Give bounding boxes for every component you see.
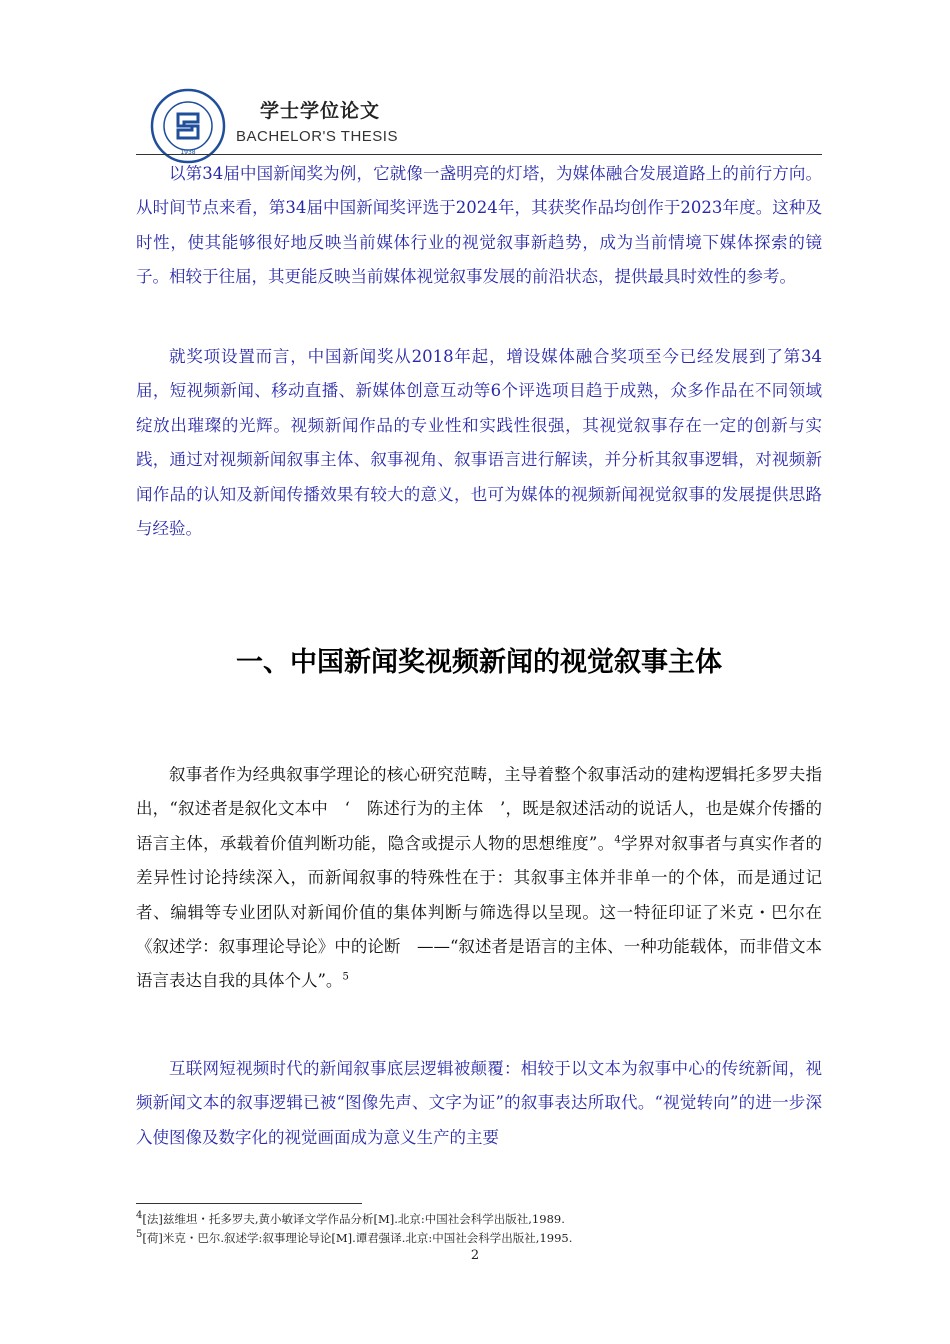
svg-text:1938: 1938 <box>180 149 196 156</box>
footnote-rule <box>136 1203 362 1204</box>
footnote-text: [法]兹维坦・托多罗夫,黄小敏译文学作品分析[M].北京:中国社会科学出版社,1989. <box>142 1212 565 1226</box>
footnotes <box>136 1210 822 1248</box>
paragraph-3 <box>136 758 822 999</box>
university-logo <box>150 88 226 164</box>
paragraph-1: 以第34届中国新闻奖为例，它就像一盏明亮的灯塔，为媒体融合发展道路上的前行方向。从时间节点来看，第34届中国新闻奖评选于2024年，其获奖作品均创作于2023年度。这种及时性，使其能够很好地反映当前媒体行业的视觉叙事新趋势，成为当前情境下媒体探索的镜子。相较于往届，其更能反映当前媒体视觉叙事发展的前沿状态，提供最具时效性的参考。 <box>136 164 822 287</box>
footnote-text: [荷]米克・巴尔.叙述学:叙事理论导论[M].谭君强译.北京:中国社会科学出版社,1995. <box>142 1231 573 1245</box>
footnote-number: 4 <box>136 1210 143 1222</box>
footnote-ref-4[interactable]: 4 <box>614 834 621 846</box>
footnote-4 <box>136 1210 822 1229</box>
thesis-header <box>136 78 822 156</box>
paragraph-3-part-2: 学界对叙事者与真实作者的差异性讨论持续深入，而新闻叙事的特殊性在于：其叙事主体并非单一的个体，而是通过记者、编辑等专业团队对新闻价值的集体判断与筛选得以呈现。这一特征印证了米克・巴尔在《叙述学：叙事理论导论》中的论断 ——“叙述者是语言的主体、一种功能载体，而非借文本语言表达自我的具体个人”。 <box>136 833 823 991</box>
thesis-title-cn: 学士学位论文 <box>260 100 381 122</box>
thesis-title-en: BACHELOR'S THESIS <box>236 128 398 145</box>
footnote-number: 5 <box>136 1229 143 1241</box>
university-seal-icon <box>150 88 226 164</box>
footnote-5 <box>136 1229 822 1248</box>
footnote-ref-5[interactable]: 5 <box>342 971 349 983</box>
paragraph-4: 互联网短视频时代的新闻叙事底层逻辑被颠覆：相较于以文本为叙事中心的传统新闻，视频新闻文本的叙事逻辑已被“图像先声、文字为证”的叙事表达所取代。“视觉转向”的进一步深入使图像及数字化的视觉画面成为意义生产的主要 <box>136 1059 822 1147</box>
paragraph-2: 就奖项设置而言，中国新闻奖从2018年起，增设媒体融合奖项至今已经发展到了第34届，短视频新闻、移动直播、新媒体创意互动等6个评选项目趋于成熟，众多作品在不同领域绽放出璀璨的光辉。视频新闻作品的专业性和实践性很强，其视觉叙事存在一定的创新与实践，通过对视频新闻叙事主体、叙事视角、叙事语言进行解读，并分析其叙事逻辑，对视频新闻作品的认知及新闻传播效果有较大的意义，也可为媒体的视频新闻视觉叙事的发展提供思路与经验。 <box>136 347 822 539</box>
page-number: 2 <box>470 1248 480 1263</box>
header-rule <box>136 154 822 155</box>
section-heading: 一、中国新闻奖视频新闻的视觉叙事主体 <box>236 647 722 678</box>
paragraph-3-part-1: 叙事者作为经典叙事学理论的核心研究范畴，主导着整个叙事活动的建构逻辑托多罗夫指出，“叙述者是叙化文本中 ‘ 陈述行为的主体 ’，既是叙述活动的说话人，也是媒介传播的语言主体，承载着价值判断功能，隐含或提示人物的思想维度”。 <box>136 765 822 853</box>
